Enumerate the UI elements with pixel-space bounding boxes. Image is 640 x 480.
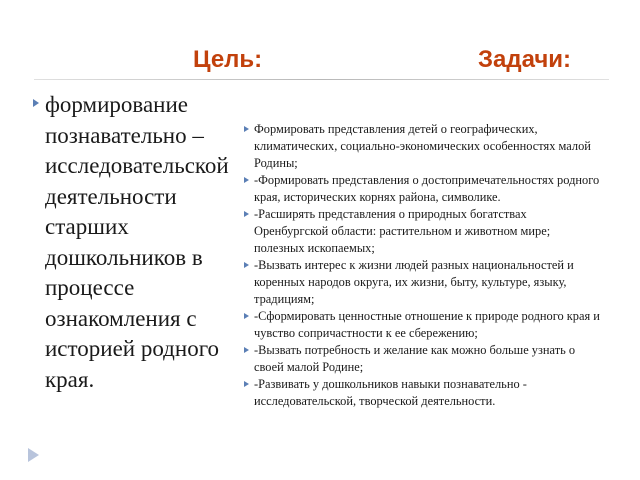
task-item — [244, 308, 602, 342]
task-text: -Развивать у дошкольников навыки познавательно - исследовательской, творческой деятельности. — [254, 377, 527, 408]
triangle-bullet-icon — [244, 347, 249, 353]
title-bar — [0, 0, 640, 80]
task-text: Формировать представления детей о географических, климатических, социально-экономических особенностях малой Родины; — [254, 122, 591, 170]
task-text: -Вызвать потребность и желание как можно больше узнать о своей малой Родине; — [254, 343, 576, 374]
triangle-bullet-icon — [33, 99, 39, 107]
task-item — [244, 257, 602, 308]
task-text: -Сформировать ценностные отношение к природе родного края и чувство сопричастности к ее сбережению; — [254, 309, 600, 340]
tasks-list — [244, 121, 602, 410]
task-item — [244, 121, 602, 172]
triangle-bullet-icon — [244, 262, 249, 268]
triangle-bullet-icon — [244, 126, 249, 132]
task-text: -Расширять представления о природных богатствах Оренбургской области: растительном и животном мире; полезных ископаемых; — [254, 207, 551, 255]
task-item — [244, 376, 602, 410]
goal-section — [33, 90, 253, 395]
goal-text: формирование познавательно – исследовательской деятельности старших дошкольников в процессе ознакомления с историей родного края. — [45, 92, 229, 392]
title-divider — [34, 79, 609, 80]
triangle-bullet-icon — [244, 313, 249, 319]
next-slide-arrow-icon[interactable] — [28, 448, 39, 462]
task-item — [244, 342, 602, 376]
goal-title: Цель: — [193, 46, 263, 73]
tasks-title: Задачи: — [478, 46, 572, 73]
triangle-bullet-icon — [244, 177, 249, 183]
task-text: -Формировать представления о достопримечательностях родного края, исторических корнях района, символике. — [254, 173, 600, 204]
task-item — [244, 172, 602, 206]
triangle-bullet-icon — [244, 381, 249, 387]
triangle-bullet-icon — [244, 211, 249, 217]
task-text: -Вызвать интерес к жизни людей разных национальностей и коренных народов округа, их жизни, быту, культуре, языку, традициям; — [254, 258, 574, 306]
task-item — [244, 206, 602, 257]
